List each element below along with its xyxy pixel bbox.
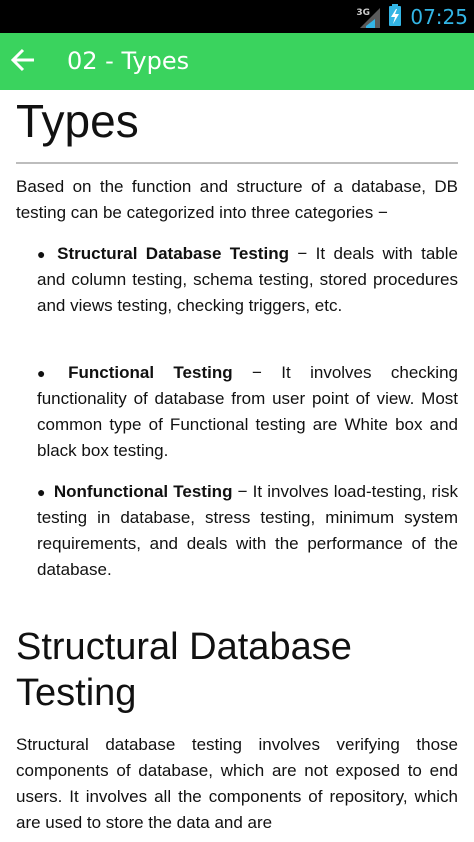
status-bar [0,0,474,33]
signal-icon [356,5,382,29]
bullet-icon: ● [37,484,46,500]
battery-charging-icon [388,3,402,31]
heading-divider [16,162,458,164]
toolbar-title: 02 - Types [67,47,190,75]
intro-paragraph: Based on the function and structure of a database, DB testing can be categorized into three categories − [16,177,458,222]
list-item [37,479,458,583]
list-item [37,360,458,464]
bullet-icon: ● [37,246,50,262]
arrow-left-icon [10,47,36,77]
list-item-text: − It deals with table and column testing, schema testing, stored procedures and views testing, checking triggers, etc. [37,244,458,315]
list-item-term: Nonfunctional Testing [53,482,233,501]
list-item [37,241,458,319]
article-content[interactable] [0,90,474,842]
status-clock: 07:25 [410,4,468,29]
network-type-label: 3G [356,7,371,18]
bullet-icon: ● [37,365,61,381]
list-item-text: − It involves load-testing, risk testing in database, stress testing, minimum system requirements, and deals with the performance of the database. [37,482,458,579]
back-button[interactable] [6,45,40,79]
app-toolbar [0,33,474,90]
status-icons [356,0,468,33]
section-paragraph: Structural database testing involves verifying those components of database, which are not exposed to end users. It involves all the components of repository, which are used to store the data and are [16,735,458,832]
list-item-text: − It involves checking functionality of database from user point of view. Most common type of Functional testing are White box and black box testing. [37,363,458,460]
page-title: Types [16,95,139,147]
section-heading: Structural Database Testing [16,626,352,714]
list-item-term: Functional Testing [68,363,233,382]
list-item-term: Structural Database Testing [57,244,289,263]
